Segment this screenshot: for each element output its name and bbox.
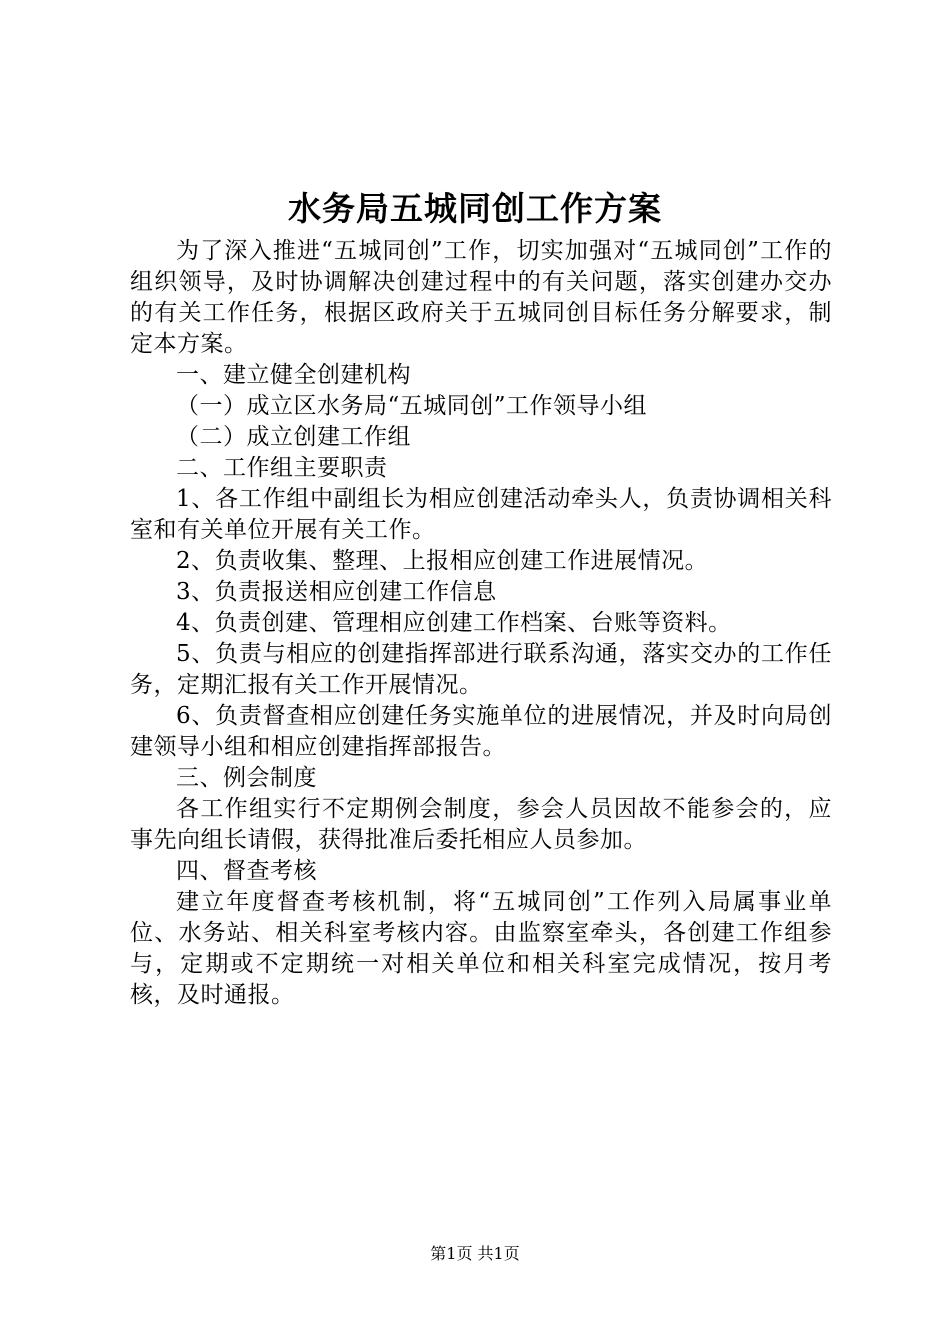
- paragraph-intro: 为了深入推进“五城同创”工作，切实加强对“五城同创”工作的组织领导，及时协调解决创建过程中的有关问题，落实创建办交办的有关工作任务，根据区政府关于五城同创目标任务分解要求，制定本方案。: [130, 238, 832, 357]
- duty-item-5: 5、负责与相应的创建指挥部进行联系沟通，落实交办的工作任务，定期汇报有关工作开展情况。: [130, 641, 832, 698]
- duty-item-2: 2、负责收集、整理、上报相应创建工作进展情况。: [176, 548, 709, 574]
- duty-item-3: 3、负责报送相应创建工作信息: [176, 579, 497, 605]
- heading-section-2: 二、工作组主要职责: [176, 455, 388, 481]
- paragraph-assessment: 建立年度督查考核机制，将“五城同创”工作列入局属事业单位、水务站、相关科室考核内容。由监察室牵头，各创建工作组参与，定期或不定期统一对相关单位和相关科室完成情况，按月考核，及时通报。: [130, 889, 832, 1008]
- document-title: 水务局五城同创工作方案: [288, 189, 662, 228]
- heading-section-1: 一、建立健全创建机构: [176, 362, 411, 388]
- heading-section-3: 三、例会制度: [176, 765, 317, 791]
- duty-item-1: 1、各工作组中副组长为相应创建活动牵头人，负责协调相关科室和有关单位开展有关工作。: [130, 486, 832, 543]
- duty-item-4: 4、负责创建、管理相应创建工作档案、台账等资料。: [176, 610, 732, 636]
- duty-item-6: 6、负责督查相应创建任务实施单位的进展情况，并及时向局创建领导小组和相应创建指挥部报告。: [130, 703, 832, 760]
- page-footer: 第1页 共1页: [430, 1244, 520, 1263]
- heading-section-4: 四、督查考核: [176, 858, 317, 884]
- document-body: [130, 236, 832, 1011]
- paragraph-meeting-system: 各工作组实行不定期例会制度，参会人员因故不能参会的，应事先向组长请假，获得批准后委托相应人员参加。: [130, 796, 832, 853]
- subheading-1-1: （一）成立区水务局“五城同创”工作领导小组: [176, 393, 648, 419]
- subheading-1-2: （二）成立创建工作组: [176, 424, 411, 450]
